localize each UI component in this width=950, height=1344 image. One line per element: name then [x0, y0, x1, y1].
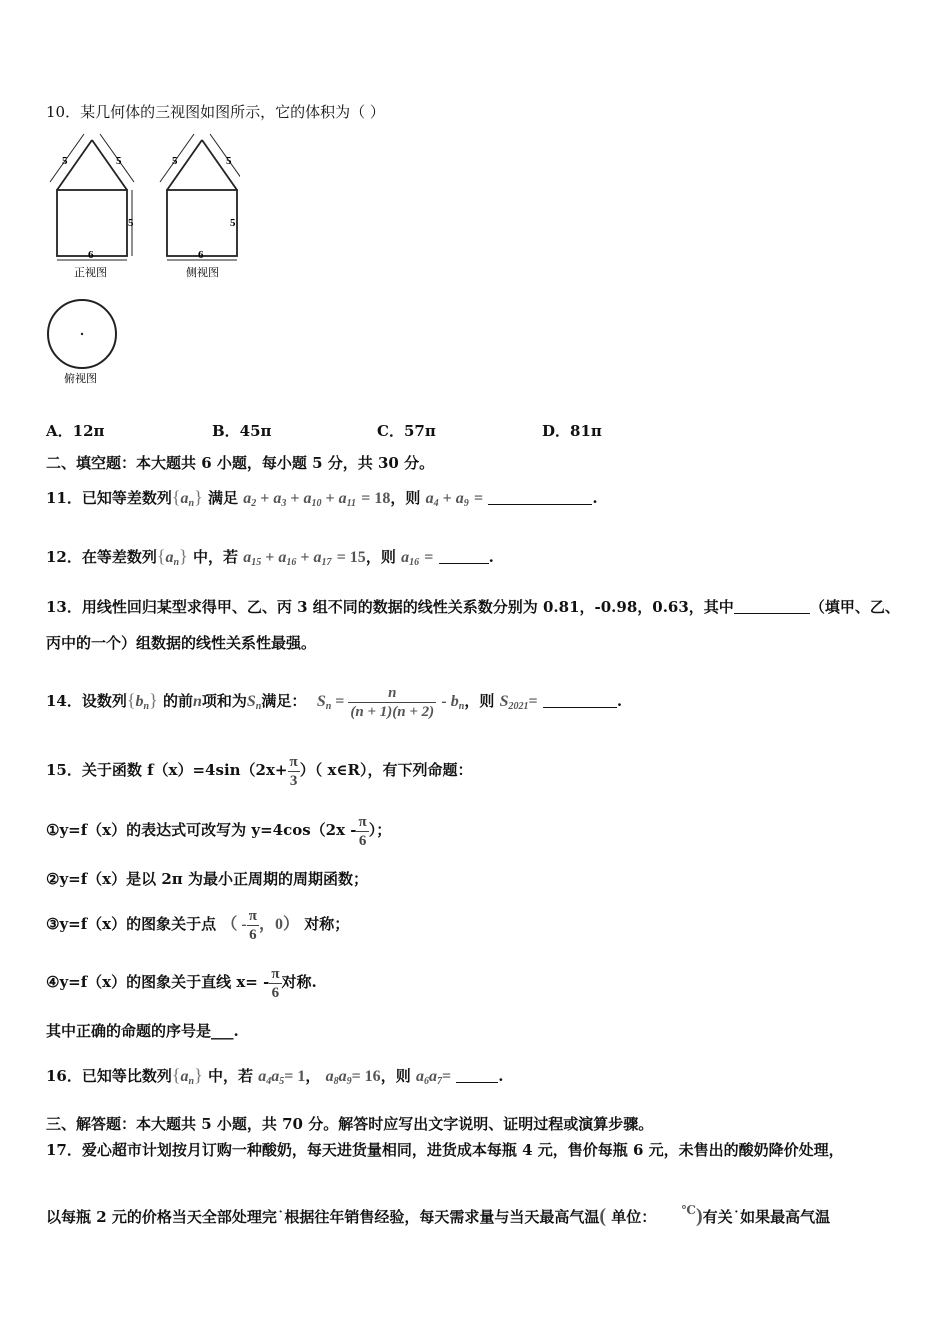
- q15-head: 15．关于函数 f（x）=4sin（2x+ $\frac{\pi}{3}$ ）（ x∈R），有下列命题：: [46, 753, 473, 789]
- section-2-heading: 二、填空题：本大题共 6 小题，每小题 5 分，共 30 分。: [46, 454, 435, 472]
- q13-line-2: 丙中的一个）组数据的线性关系性最强。: [46, 634, 317, 652]
- q16: 16．已知等比数列$\{a_n\}$ 中，若 $a_4a_5= 1$， $a_8a_9= 16$，则 $a_6a_7=$ .: [46, 1065, 504, 1087]
- q15-ask: 其中正确的命题的序号是___.: [46, 1022, 239, 1040]
- top-view-center: [81, 333, 83, 335]
- side-view-label: 侧视图: [186, 267, 219, 279]
- q17-line-2: 以每瓶 2 元的价格当天全部处理完˙根据往年销售经验，每天需求量与当天最高气温( 单位： ℃)有关˙如果最高气温: [46, 1203, 831, 1227]
- q15-prop-3: ③y=f（x）的图象关于点 （ - $\frac{\pi}{6}$ ，0） 对称；: [46, 907, 350, 943]
- side-dim-height: 5: [230, 217, 236, 229]
- q13-line-1: 13．用线性回归某型求得甲、乙、丙 3 组不同的数据的线性关系数分别为 0.81，-0.98，0.63，其中 （填甲、乙、: [46, 598, 900, 616]
- front-view-label: 正视图: [74, 267, 107, 279]
- option-c: C．57π: [377, 422, 436, 440]
- front-view: [50, 134, 134, 260]
- three-view-figure: [40, 130, 240, 390]
- side-dim-right: 5: [226, 155, 232, 167]
- q14-answer-blank: [543, 693, 617, 708]
- front-dim-right: 5: [116, 155, 122, 167]
- q10-text: 10．某几何体的三视图如图所示，它的体积为（ ）: [46, 103, 385, 121]
- front-dim-width: 6: [88, 249, 94, 261]
- side-dim-width: 6: [198, 249, 204, 261]
- option-d: D．81π: [542, 422, 602, 440]
- option-a: A．12π: [46, 422, 105, 440]
- top-view-label: 俯视图: [64, 373, 97, 385]
- q16-answer-blank: [456, 1068, 498, 1083]
- q13-answer-blank: [734, 599, 810, 614]
- front-dim-left: 5: [62, 155, 68, 167]
- q15-prop-2: ②y=f（x）是以 2π 为最小正周期的周期函数；: [46, 870, 368, 888]
- q15-prop-4: ④y=f（x）的图象关于直线 x= - $\frac{\pi}{6}$ 对称.: [46, 965, 317, 1001]
- front-dim-height: 5: [128, 217, 134, 229]
- q15-prop-1: ①y=f（x）的表达式可改写为 y=4cos（2x - $\frac{\pi}{6}$ ）；: [46, 813, 392, 849]
- option-b: B．45π: [212, 422, 272, 440]
- q17-line-1: 17．爱心超市计划按月订购一种酸奶，每天进货量相同，进货成本每瓶 4 元，售价每瓶 6 元，未售出的酸奶降价处理，: [46, 1141, 844, 1159]
- q12: 12．在等差数列$\{a_n\}$ 中，若 $a_{15} + a_{16} + a_{17} = 15$，则 $a_{16}$ = .: [46, 546, 494, 568]
- q14-fraction: $\frac{n}{(n + 1)(n + 2)}$: [350, 684, 435, 720]
- side-view: [160, 134, 240, 260]
- side-dim-left: 5: [172, 155, 178, 167]
- section-3-heading: 三、解答题：本大题共 5 小题，共 70 分。解答时应写出文字说明、证明过程或演算步骤。: [46, 1115, 654, 1133]
- q11-answer-blank: [488, 490, 592, 505]
- q12-answer-blank: [439, 549, 489, 564]
- q11: 11．已知等差数列$\{a_n\}$ 满足 $a_2 + a_3 + a_{10} + a_{11} = 18$，则 $a_4 + a_9$ = .: [46, 487, 598, 509]
- q14: 14．设数列$\{b_n\}$ 的前n项和为$S_n$满足： $S_n$ = $\frac{n}{(n + 1)(n + 2)}$ - $b_n$，则 $S_{2021}=$ .: [46, 684, 623, 720]
